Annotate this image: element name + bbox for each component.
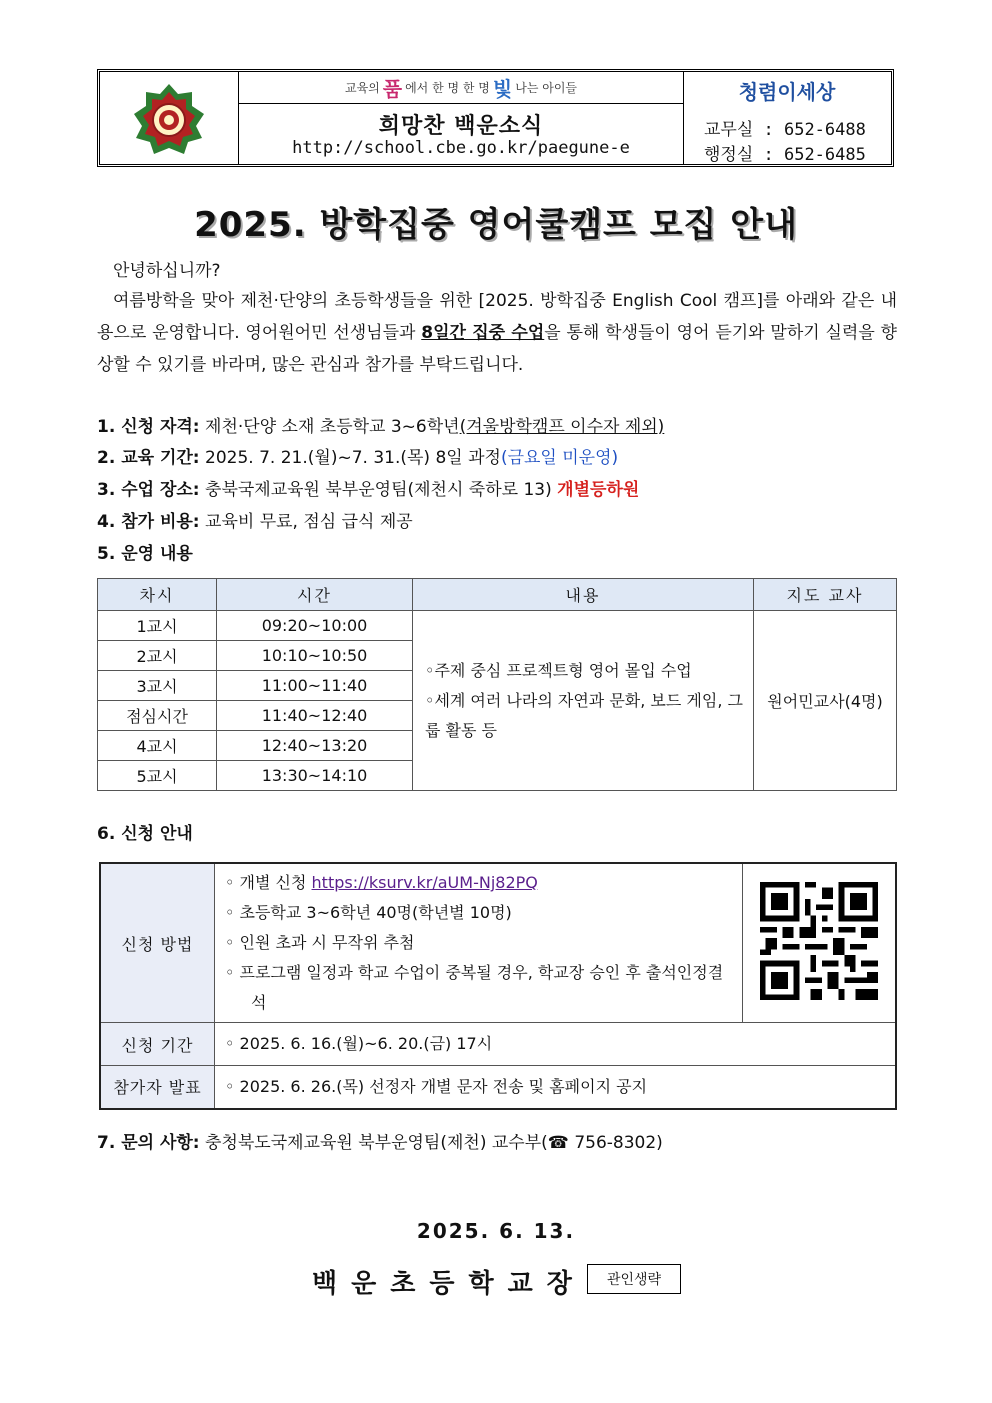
schedule-time-cell: 12:40~13:20	[217, 731, 413, 761]
application-method-cell	[215, 863, 743, 1023]
item-period-text: 2025. 7. 21.(월)~7. 31.(목) 8일 과정	[199, 448, 501, 468]
item-period	[97, 442, 618, 474]
item-place	[97, 474, 639, 506]
slogan-mid: 에서 한 명 한 명	[405, 81, 490, 95]
application-announce-text: ◦ 2025. 6. 26.(목) 선정자 개별 문자 전송 및 홈페이지 공지	[215, 1066, 897, 1109]
application-method-label: 신청 방법	[100, 863, 215, 1023]
seal-omitted-box: 관인생략	[587, 1264, 681, 1294]
principal-signature: 백운초등학교장	[312, 1269, 586, 1299]
item-application-label: 6. 신청 안내	[97, 824, 193, 844]
schedule-header-period: 차시	[98, 579, 217, 611]
application-link[interactable]: https://ksurv.kr/aUM-Nj82PQ	[311, 873, 538, 892]
item-place-note: 개별등하원	[557, 480, 640, 500]
method-line: ◦ 초등학교 3~6학년 40명(학년별 10명)	[225, 903, 512, 922]
schedule-time-cell: 11:00~11:40	[217, 671, 413, 701]
slogan-pre: 교육의	[344, 81, 380, 95]
qr-code-icon[interactable]	[760, 882, 878, 1000]
item-application	[97, 818, 193, 850]
method-line-link	[225, 868, 734, 898]
item-cost-label: 4. 참가 비용:	[97, 512, 200, 532]
schedule-header-time: 시간	[217, 579, 413, 611]
method-prefix: ◦ 개별 신청	[225, 873, 312, 892]
admin-office-phone: 행정실 : 652-6485	[704, 145, 866, 165]
school-emblem	[100, 72, 239, 164]
schedule-header-teacher: 지도 교사	[754, 579, 897, 611]
item-operation-label: 5. 운영 내용	[97, 544, 193, 564]
issue-date: 2025. 6. 13.	[416, 1219, 576, 1243]
schedule-period-cell: 2교시	[98, 641, 217, 671]
schedule-header-content: 내용	[413, 579, 754, 611]
schedule-period-cell: 5교시	[98, 761, 217, 791]
item-place-label: 3. 수업 장소:	[97, 480, 200, 500]
schedule-time-cell: 09:20~10:00	[217, 611, 413, 641]
method-line: ◦ 인원 초과 시 무작위 추첨	[225, 933, 415, 952]
intro-text-1: 여름방학을 맞아 제천·단양의 초등학생들을 위한 [2025. 방학집중 English Cool 캠프]를 아래와 같은 내용으로 운영합니다. 영어원어민 선생님들과	[97, 291, 897, 343]
schedule-header-row	[98, 579, 897, 611]
item-eligibility-note: (겨울방학캠프 이수자 제외)	[459, 417, 665, 437]
newsletter-masthead	[239, 72, 684, 164]
document-title: 2025. 방학집중 영어쿨캠프 모집 안내	[194, 205, 798, 245]
integrity-brand-logo: 청렴이세상	[738, 80, 836, 104]
schedule-period-cell: 3교시	[98, 671, 217, 701]
academic-office-phone: 교무실 : 652-6488	[704, 120, 866, 140]
application-period-label: 신청 기간	[100, 1023, 215, 1066]
greeting: 안녕하십니까?	[113, 261, 221, 281]
school-slogan	[239, 72, 683, 104]
school-url[interactable]: http://school.cbe.go.kr/paegune-e	[292, 138, 630, 158]
intro-text-2: 을 통해 학생들이 영어 듣기와 말하기 실력을 향상할 수 있기를 바라며, 많은 관심과 참가를 부탁드립니다.	[97, 323, 897, 375]
table-row	[100, 1066, 896, 1109]
school-emblem-icon	[100, 72, 238, 164]
qr-code-cell	[743, 863, 897, 1023]
schedule-content-cell	[413, 611, 754, 791]
item-period-note: (금요일 미운영)	[500, 448, 619, 468]
item-place-text: 충북국제교육원 북부운영팀(제천시 죽하로 13)	[199, 480, 558, 500]
table-row	[100, 1023, 896, 1066]
table-row	[98, 611, 897, 641]
item-inquiry-text: 충청북도국제교육원 북부운영팀(제천) 교수부(☎ 756-8302)	[199, 1133, 663, 1153]
contact-box	[684, 72, 890, 164]
item-eligibility	[97, 411, 664, 443]
schedule-time-cell: 11:40~12:40	[217, 701, 413, 731]
slogan-bit: 빛	[492, 77, 513, 101]
schedule-period-cell: 4교시	[98, 731, 217, 761]
item-cost	[97, 506, 413, 538]
item-inquiry-label: 7. 문의 사항:	[97, 1133, 200, 1153]
content-line: ◦주제 중심 프로젝트형 영어 몰입 수업	[425, 660, 692, 680]
slogan-post: 나는 아이들	[515, 81, 578, 95]
schedule-teacher-cell: 원어민교사(4명)	[754, 611, 897, 791]
item-period-label: 2. 교육 기간:	[97, 448, 200, 468]
intro-emphasis: 8일간 집중 수업	[421, 323, 545, 343]
item-cost-text: 교육비 무료, 점심 급식 제공	[199, 512, 413, 532]
application-period-text: ◦ 2025. 6. 16.(월)~6. 20.(금) 17시	[215, 1023, 897, 1066]
slogan-pum: 품	[382, 77, 403, 101]
method-line: ◦ 프로그램 일정과 학교 수업이 중복될 경우, 학교장 승인 후 출석인정결석	[225, 963, 724, 1012]
item-inquiry	[97, 1127, 663, 1159]
application-table	[99, 862, 897, 1110]
letterhead	[97, 69, 894, 167]
table-row	[100, 863, 896, 1023]
content-line: ◦세계 여러 나라의 자연과 문화, 보드 게임, 그룹 활동 등	[425, 690, 743, 740]
schedule-time-cell: 10:10~10:50	[217, 641, 413, 671]
newsletter-name: 희망찬 백운소식	[378, 114, 544, 139]
item-operation	[97, 538, 193, 570]
schedule-table	[97, 578, 897, 791]
schedule-period-cell: 1교시	[98, 611, 217, 641]
schedule-time-cell: 13:30~14:10	[217, 761, 413, 791]
item-eligibility-label: 1. 신청 자격:	[97, 417, 200, 437]
item-eligibility-text: 제천·단양 소재 초등학교 3~6학년	[199, 417, 460, 437]
schedule-period-cell: 점심시간	[98, 701, 217, 731]
application-announce-label: 참가자 발표	[100, 1066, 215, 1109]
intro-paragraph	[97, 285, 897, 381]
